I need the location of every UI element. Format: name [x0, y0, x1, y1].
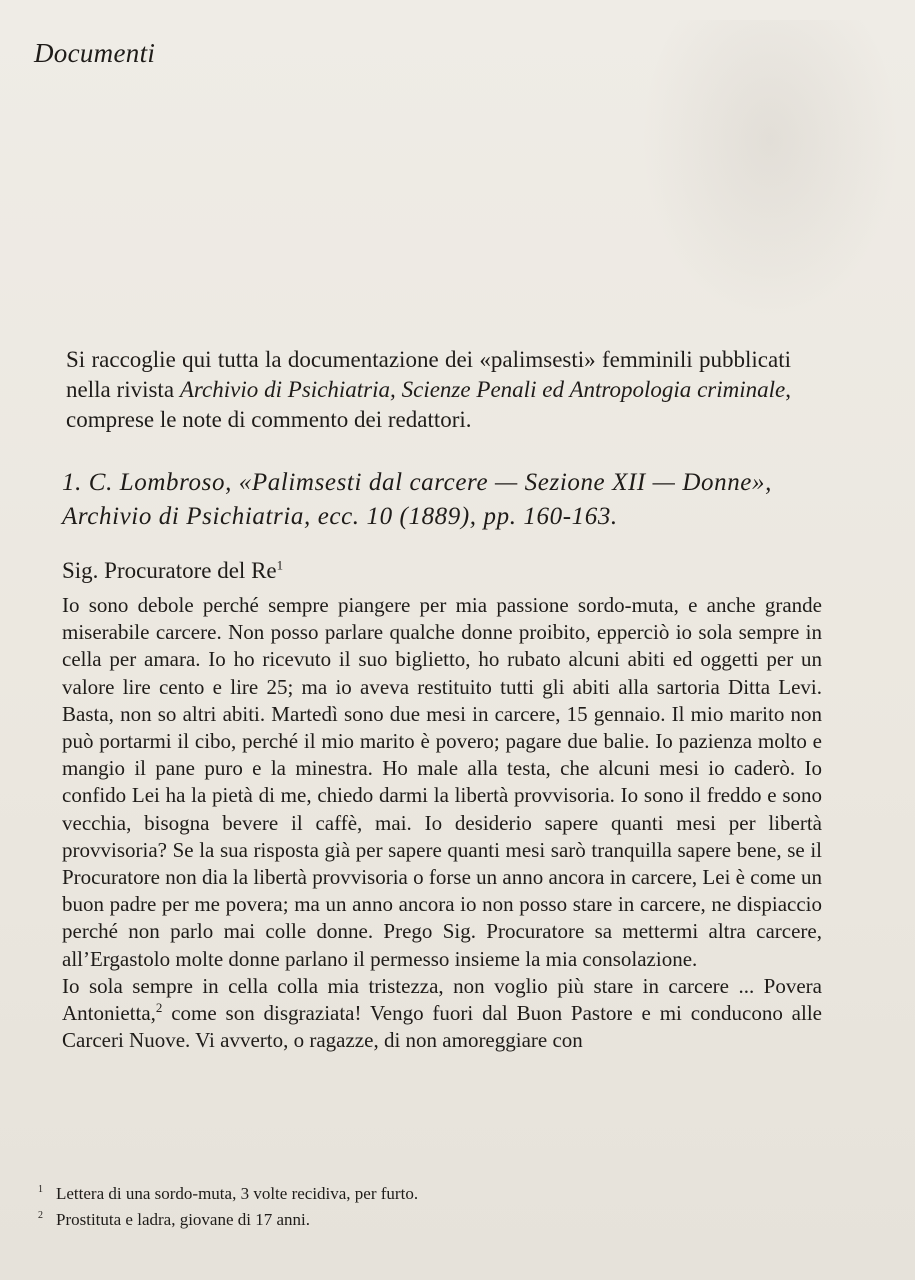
footnotes	[38, 1182, 738, 1234]
letter-body	[62, 592, 822, 1054]
salutation-text: Sig. Procuratore del Re	[62, 558, 277, 583]
footnote-ref-2: 2	[155, 1000, 163, 1016]
letter-salutation	[62, 558, 283, 584]
paragraph-2-text-a: Io sola sempre in cella colla mia tristezza, non voglio più stare in carcere ... Povera Antonietta,	[62, 973, 822, 1026]
intro-paragraph	[66, 345, 791, 435]
intro-text-2: , comprese le note di commento dei redattori.	[66, 377, 791, 432]
footnote-text: Lettera di una sordo-muta, 3 volte recidiva, per furto.	[56, 1184, 419, 1203]
journal-title: Archivio di Psichiatria, Scienze Penali ed Antropologia criminale	[179, 377, 786, 402]
document-heading: 1. C. Lombroso, «Palimsesti dal carcere — Sezione XII — Donne», Archivio di Psichiatria, ecc. 10 (1889), pp. 160-163.	[62, 469, 772, 530]
running-head: Documenti	[34, 38, 156, 68]
footnote-mark: 2	[38, 1210, 43, 1221]
intro-text-1: Si raccoglie qui tutta la documentazione dei «palimsesti» femminili pubblicati nella rivista	[66, 347, 791, 402]
footnote-text: Prostituta e ladra, giovane di 17 anni.	[56, 1210, 310, 1229]
letter-paragraph-1: Io sono debole perché sempre piangere per mia passione sordo-muta, e anche grande miserabile carcere. Non posso parlare qualche donne proibito, epperciò io sola sempre in cella per amara. Io ho ricevuto il suo biglietto, ho rubato alcuni abiti ed oggetti per un valore lire cento e lire 25; ma io aveva restituito tutti gli abiti alla sartoria Ditta Levi. Basta, non so altri abiti. Martedì sono due mesi in carcere, 15 gennaio. Il mio marito non può portarmi il cibo, perché il mio marito è povero; pagare due balie. Io pazienza molto e mangio il pane puro e la minestra. Ho male alla testa, che alcuni mesi io caderò. Io confido Lei ha la pietà di me, chiedo darmi la libertà provvisoria. Io sono il freddo e sono vecchia, bisogna bevere il caffè, mai. Io desiderio sapere quanti mesi per libertà provvisoria? Se la sua risposta già per sapere quanti mesi sarò tranquilla sapere bene, se il Procuratore non dia la libertà provvisoria o forse un anno ancora in carcere, Lei è come un buon padre per me povera; ma un anno ancora io non posso stare in carcere, ne dispiaccio perché non parlo mai colle donne. Prego Sig. Procuratore sa mettermi altra carcere, all’Ergastolo molte donne parlano il permesso insieme la mia consolazione.	[62, 593, 822, 971]
footnote-mark: 1	[38, 1184, 43, 1195]
footnote-ref-1: 1	[276, 557, 284, 573]
footnote	[38, 1182, 738, 1208]
paragraph-2-text-b: come son disgraziata! Vengo fuori dal Buon Pastore e mi conducono alle Carceri Nuove. Vi avverto, o ragazze, di non amoreggiare con	[62, 1001, 822, 1053]
letter-paragraph-2	[62, 973, 822, 1055]
footnote	[38, 1208, 738, 1234]
